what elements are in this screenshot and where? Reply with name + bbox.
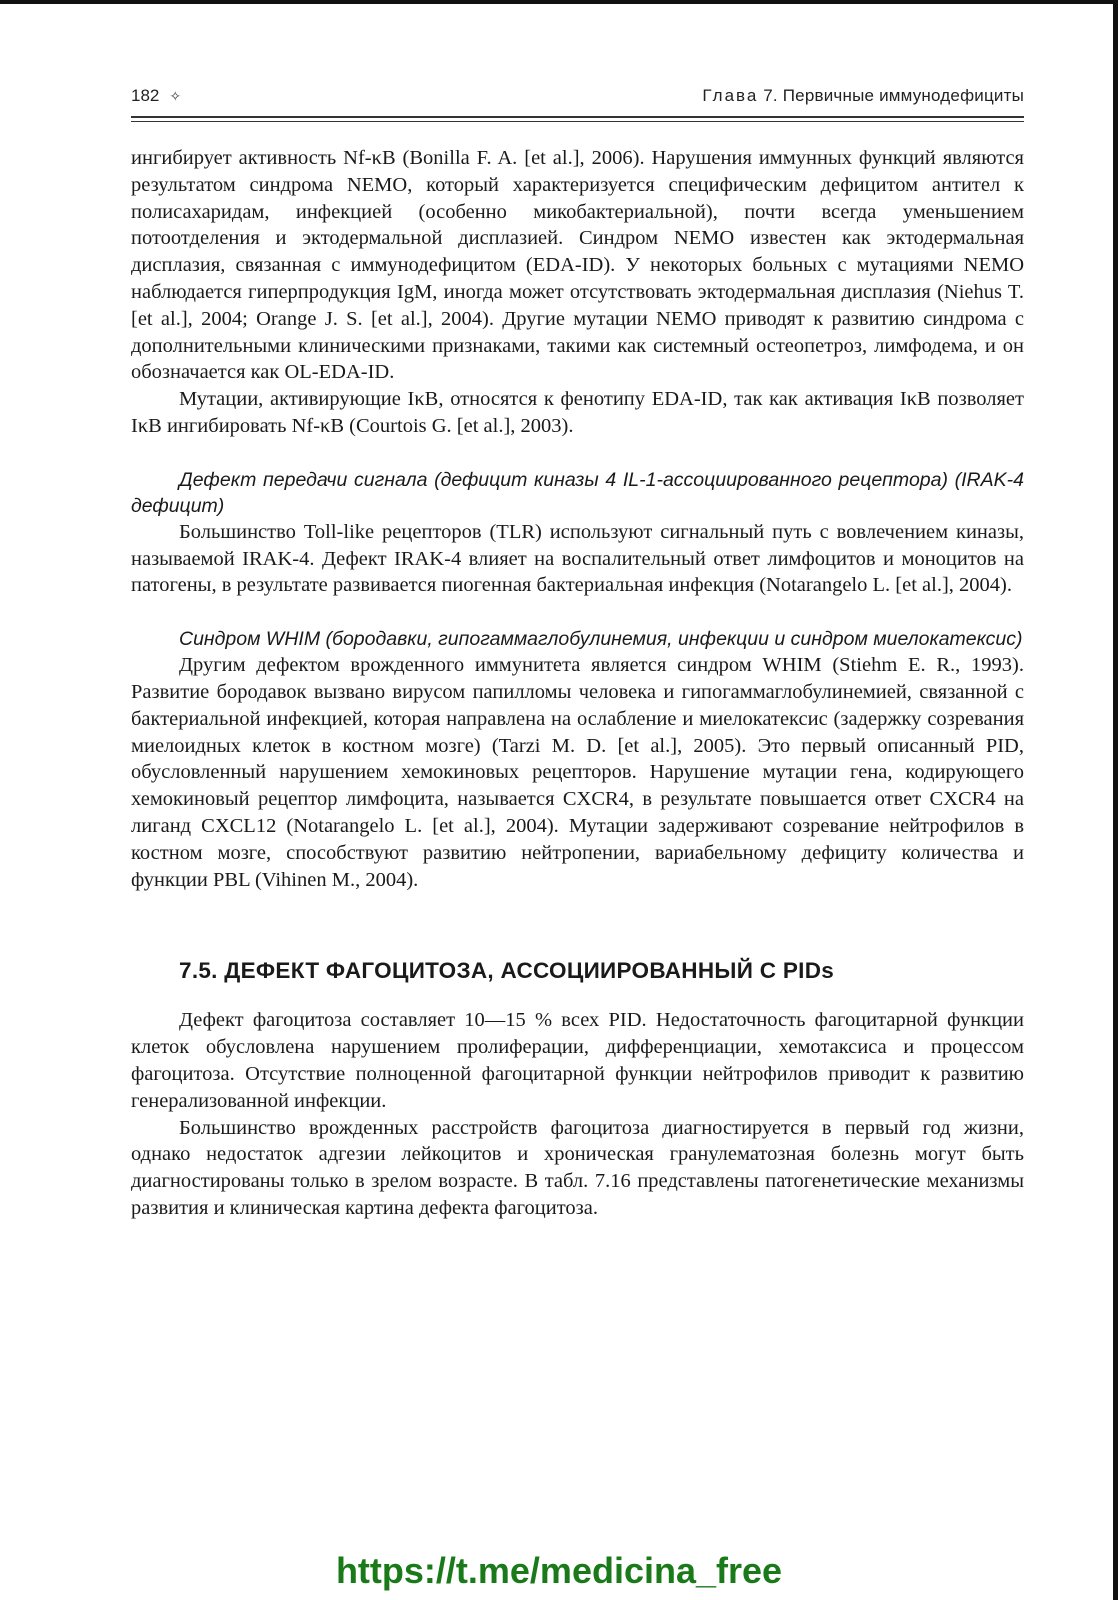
window-top-border (0, 0, 1118, 4)
paragraph-irak4: Большинство Toll-like рецепторов (TLR) используют сигнальный путь с вовлечением киназы, называемой IRAK-4. Дефект IRAK-4 влияет на воспалительный ответ лимфоцитов и моноцитов на патогены, в результате развивается пиогенная бактериальная инфекция (Notarangelo L. [et al.], 2004). (131, 520, 1024, 597)
chapter-title (702, 86, 1024, 106)
paragraph-nemo: ингибирует активность Nf-κB (Bonilla F. A. [et al.], 2006). Нарушения иммунных функций являются результатом синдрома NEMO, который характеризуется специфическим дефицитом антител к полисахаридам, инфекцией (особенно микобактериальной), почти всегда уменьшением потоотделения и эктодермальной дисплазией. Синдром NEMO известен как эктодермальная дисплазия, связанная с иммунодефицитом (EDA-ID). У некоторых больных с мутациями NEMO наблюдается гиперпродукция IgM, иногда может отсутствовать эктодермальная дисплазия (Niehus T. [et al.], 2004; Orange J. S. [et al.], 2004). Другие мутации NEMO приводят к развитию синдрома с дополнительными клиническими признаками, такими как системный остеопетроз, лимфодема, и он обозначается как OL-EDA-ID. (131, 147, 1024, 384)
ornament-icon: ✧ (169, 88, 182, 104)
section-heading: 7.5. ДЕФЕКТ ФАГОЦИТОЗА, АССОЦИИРОВАННЫЙ С PIDs (179, 958, 835, 984)
telegram-link[interactable]: https://t.me/medicina_free (335, 1550, 783, 1591)
header-rule-thick (131, 116, 1024, 118)
chapter-title-text: 7. Первичные иммунодефициты (758, 86, 1024, 105)
paragraph-ikb: Мутации, активирующие IκB, относятся к фенотипу EDA-ID, так как активация IκB позволяет IκB ингибировать Nf-κB (Courtois G. [et al.], 2003). (131, 388, 1024, 437)
paragraph-phagocytosis: Дефект фагоцитоза составляет 10—15 % всех PID. Недостаточность фагоцитарной функции клеток обусловлена нарушением пролиферации, дифференциации, хемотаксиса и процессом фагоцитоза. Отсутствие полноценной фагоцитарной функции нейтрофилов приводит к развитию генерализованной инфекции. (131, 1009, 1024, 1112)
header-rule-thin (131, 121, 1024, 122)
chapter-label: Глава (702, 86, 759, 105)
page-number (131, 86, 181, 106)
page-body (131, 145, 1024, 1222)
paragraph-diagnosis: Большинство врожденных расстройств фагоцитоза диагностируется в первый год жизни, однако недостаток адгезии лейкоцитов и хроническая гранулематозная болезнь могут быть диагностированы только в зрелом возрасте. В табл. 7.16 представлены патогенетические механизмы развития и клиническая картина дефекта фагоцитоза. (131, 1116, 1024, 1219)
running-header (131, 84, 1024, 108)
subheading-irak4: Дефект передачи сигнала (дефицит киназы 4 IL-1-ассоциированного рецептора) (IRAK-4 дефицит) (131, 468, 1024, 517)
page-number-value: 182 (131, 86, 160, 105)
paragraph-whim: Другим дефектом врожденного иммунитета является синдром WHIM (Stiehm E. R., 1993). Развитие бородавок вызвано вирусом папилломы человека и гипогаммаглобулинемией, связанной с бактериальной инфекцией, которая направлена на ослабление и миелокатексис (задержку созревания миелоидных клеток в костном мозге) (Tarzi M. D. [et al.], 2005). Это первый описанный PID, обусловленный нарушением хемокиновых рецепторов. Нарушение мутации гена, кодирующего хемокиновый рецептор лимфоцита, называется CXCR4, в результате повышается ответ CXCR4 на лиганд CXCL12 (Notarangelo L. [et al.], 2004). Мутации задерживают созревание нейтрофилов в костном мозге, способствуют развитию нейтропении, вариабельному дефициту количества и функции PBL (Vihinen M., 2004). (131, 654, 1024, 891)
window-right-border (1113, 0, 1118, 1600)
subheading-whim: Синдром WHIM (бородавки, гипогаммаглобулинемия, инфекции и синдром миелокатексис) (179, 628, 1023, 651)
